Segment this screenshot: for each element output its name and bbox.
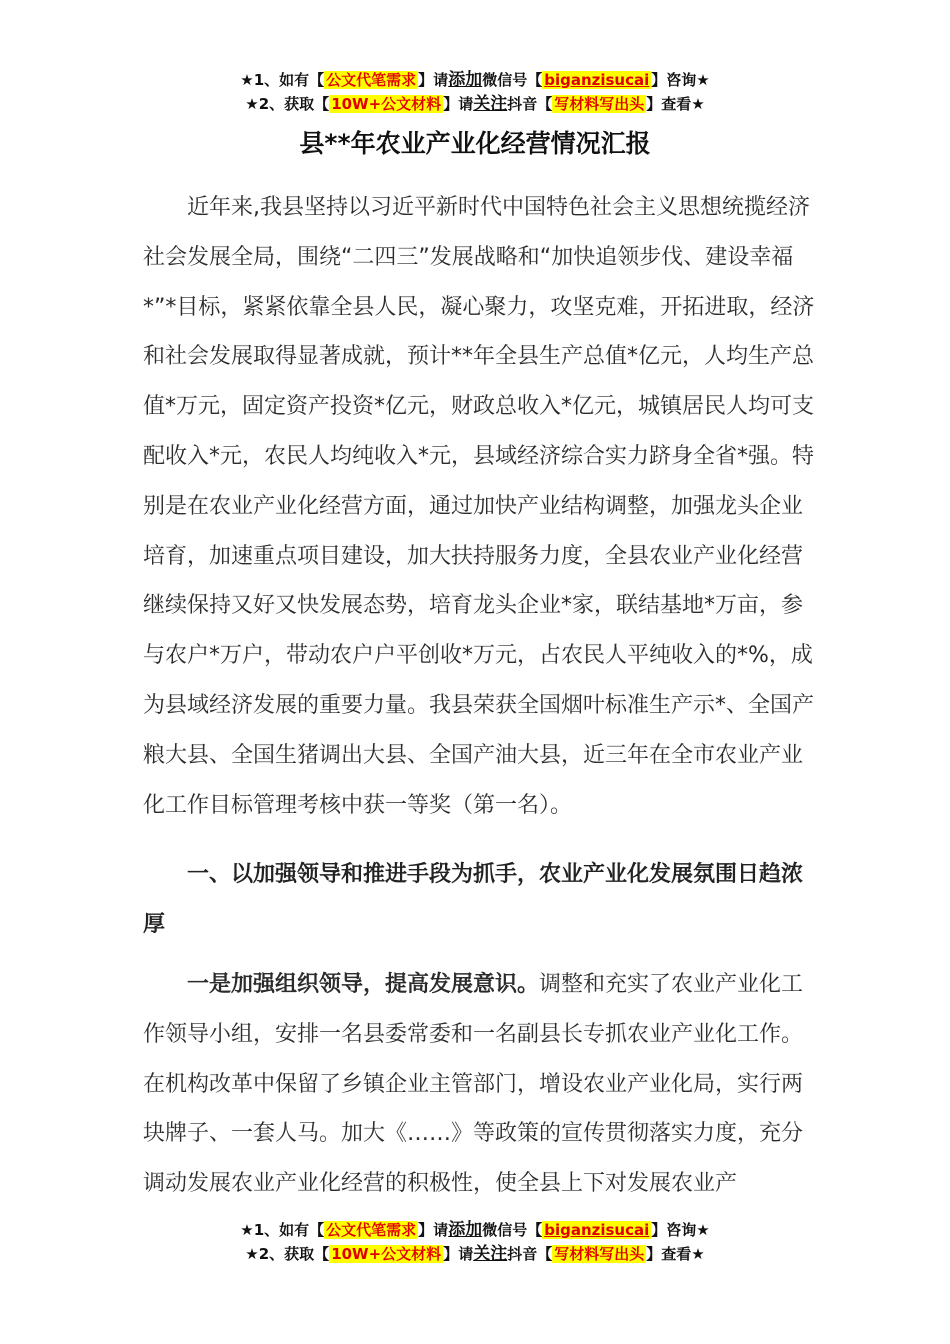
- banner-line-1: [0, 68, 950, 92]
- highlight-service: 公文代笔需求: [326, 1221, 417, 1239]
- banner-text: 】咨询★: [651, 71, 710, 89]
- banner-text: ★2、获取【: [245, 95, 330, 113]
- banner-text: ★1、如有【: [240, 1221, 325, 1239]
- paragraph-lead: 一是加强组织领导，提高发展意识。: [187, 971, 540, 997]
- footer-banner: [0, 1218, 950, 1266]
- emphasis-follow: 关注: [473, 94, 508, 114]
- banner-text: 】请: [443, 1245, 474, 1263]
- banner-text: 】请: [418, 71, 449, 89]
- header-banner: [0, 68, 950, 116]
- banner-line-2: [0, 1242, 950, 1266]
- intro-paragraph: 近年来,我县坚持以习近平新时代中国特色社会主义思想统揽经济社会发展全局，围绕“二四三”发展战略和“加快追领步伐、建设幸福*”*目标，紧紧依靠全县人民，凝心聚力，攻坚克难，开拓进取，经济和社会发展取得显著成就，预计**年全县生产总值*亿元，人均生产总值*万元，固定资产投资*亿元，财政总收入*亿元，城镇居民人均可支配收入*元，农民人均纯收入*元，县域经济综合实力跻身全省*强。特别是在农业产业化经营方面，通过加快产业结构调整，加强龙头企业培育，加速重点项目建设，加大扶持服务力度，全县农业产业化经营继续保持又好又快发展态势，培育龙头企业*家，联结基地*万亩，参与农户*万户，带动农户户平创收*万元，占农民人平纯收入的*%，成为县域经济发展的重要力量。我县荣获全国烟叶标准生产示*、全国产粮大县、全国生猪调出大县、全国产油大县，近三年在全市农业产业化工作目标管理考核中获一等奖（第一名）。: [143, 195, 815, 818]
- wechat-id-link[interactable]: biganzisucai: [544, 1221, 650, 1239]
- section-heading: 一、以加强领导和推进手段为抓手，农业产业化发展氛围日趋浓厚: [143, 862, 804, 938]
- banner-text: 】请: [443, 95, 474, 113]
- document-title: 县**年农业产业化经营情况汇报: [299, 129, 651, 158]
- banner-text: 抖音【: [507, 1245, 553, 1263]
- douyin-account[interactable]: 写材料写出头: [554, 1245, 645, 1263]
- banner-line-1: [0, 1218, 950, 1242]
- banner-text: 微信号【: [482, 71, 543, 89]
- banner-text: ★1、如有【: [240, 71, 325, 89]
- banner-text: 】咨询★: [651, 1221, 710, 1239]
- wechat-id-link[interactable]: biganzisucai: [544, 71, 650, 89]
- banner-text: 】查看★: [646, 95, 705, 113]
- banner-text: 】查看★: [646, 1245, 705, 1263]
- highlight-materials: 10W+公文材料: [331, 1245, 442, 1263]
- banner-text: 抖音【: [507, 95, 553, 113]
- douyin-account[interactable]: 写材料写出头: [554, 95, 645, 113]
- banner-text: ★2、获取【: [245, 1245, 330, 1263]
- banner-text: 】请: [418, 1221, 449, 1239]
- emphasis-follow: 关注: [473, 1244, 508, 1264]
- highlight-service: 公文代笔需求: [326, 71, 417, 89]
- banner-text: 微信号【: [482, 1221, 543, 1239]
- paragraph-body: 调整和充实了农业产业化工作领导小组，安排一名县委常委和一名副县长专抓农业产业化工作。在机构改革中保留了乡镇企业主管部门，增设农业产业化局，实行两块牌子、一套人马。加大《……》等政策的宣传贯彻落实力度，充分调动发展农业产业化经营的积极性，使全县上下对发展农业产: [143, 971, 804, 1197]
- emphasis-add: 添加: [448, 1220, 483, 1240]
- emphasis-add: 添加: [448, 70, 483, 90]
- document-body: [143, 183, 819, 1209]
- paragraph-1: [143, 960, 819, 1209]
- banner-line-2: [0, 92, 950, 116]
- highlight-materials: 10W+公文材料: [331, 95, 442, 113]
